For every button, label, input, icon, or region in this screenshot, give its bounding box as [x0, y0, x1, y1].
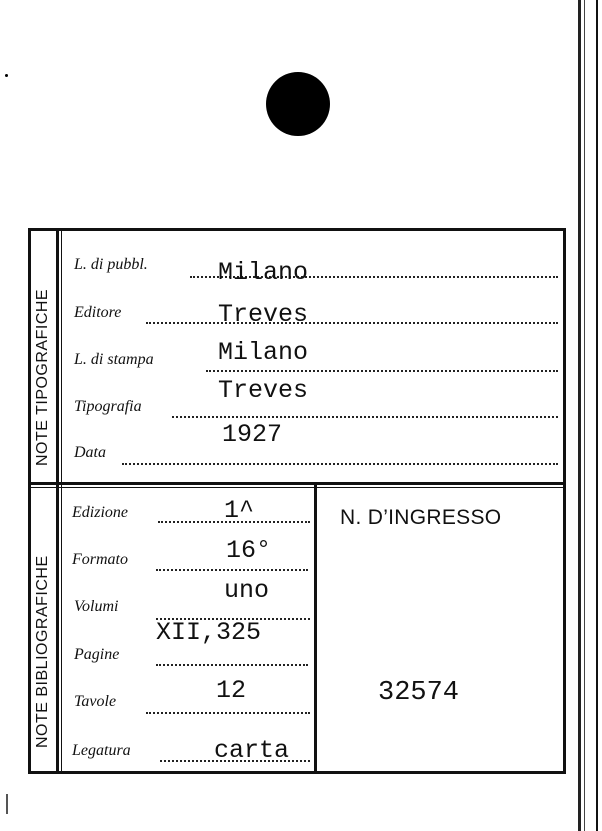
card-edge	[584, 0, 585, 831]
field-value: 1^	[224, 496, 255, 525]
dotted-line	[156, 569, 308, 571]
card-edge	[578, 0, 581, 831]
dotted-line	[206, 370, 558, 372]
field-label: L. di stampa	[74, 351, 154, 368]
note-tipografiche-heading: NOTE TIPOGRAFICHE	[34, 288, 51, 466]
field-value: carta	[214, 736, 290, 765]
ingresso-number: 32574	[378, 678, 460, 708]
field-label: Tavole	[74, 693, 117, 710]
section-divider	[28, 487, 566, 488]
stray-dot	[5, 74, 8, 77]
field-label: Pagine	[74, 646, 120, 663]
field-label: L. di pubbl.	[74, 256, 148, 273]
field-label: Formato	[72, 551, 128, 568]
field-label: Legatura	[72, 742, 131, 759]
field-label: Data	[74, 444, 106, 461]
dotted-line	[122, 463, 558, 465]
dotted-line	[172, 416, 558, 418]
field-label: Volumi	[74, 598, 119, 615]
rail-divider	[61, 228, 62, 774]
field-value: XII,325	[156, 618, 262, 647]
field-value: Treves	[218, 300, 309, 329]
card-edge	[596, 0, 598, 831]
field-label: Tipografia	[74, 398, 142, 415]
field-value: Treves	[218, 376, 309, 405]
field-value: uno	[224, 576, 270, 605]
ingresso-divider	[314, 484, 317, 774]
field-label: Edizione	[72, 504, 128, 521]
field-value: 1927	[222, 420, 283, 449]
dotted-line	[156, 664, 308, 666]
field-value: Milano	[218, 338, 309, 367]
note-bibliografiche-heading: NOTE BIBLIOGRAFICHE	[34, 555, 51, 748]
punch-hole	[266, 72, 330, 136]
dotted-line	[146, 712, 310, 714]
field-value: 12	[216, 676, 247, 705]
section-divider	[28, 482, 566, 485]
stray-mark	[6, 794, 8, 814]
field-value: Milano	[218, 258, 309, 287]
ingresso-title: N. D’INGRESSO	[340, 506, 502, 529]
dotted-line	[146, 322, 558, 324]
field-label: Editore	[74, 304, 122, 321]
rail-divider	[56, 228, 59, 774]
field-value: 16°	[226, 536, 272, 565]
